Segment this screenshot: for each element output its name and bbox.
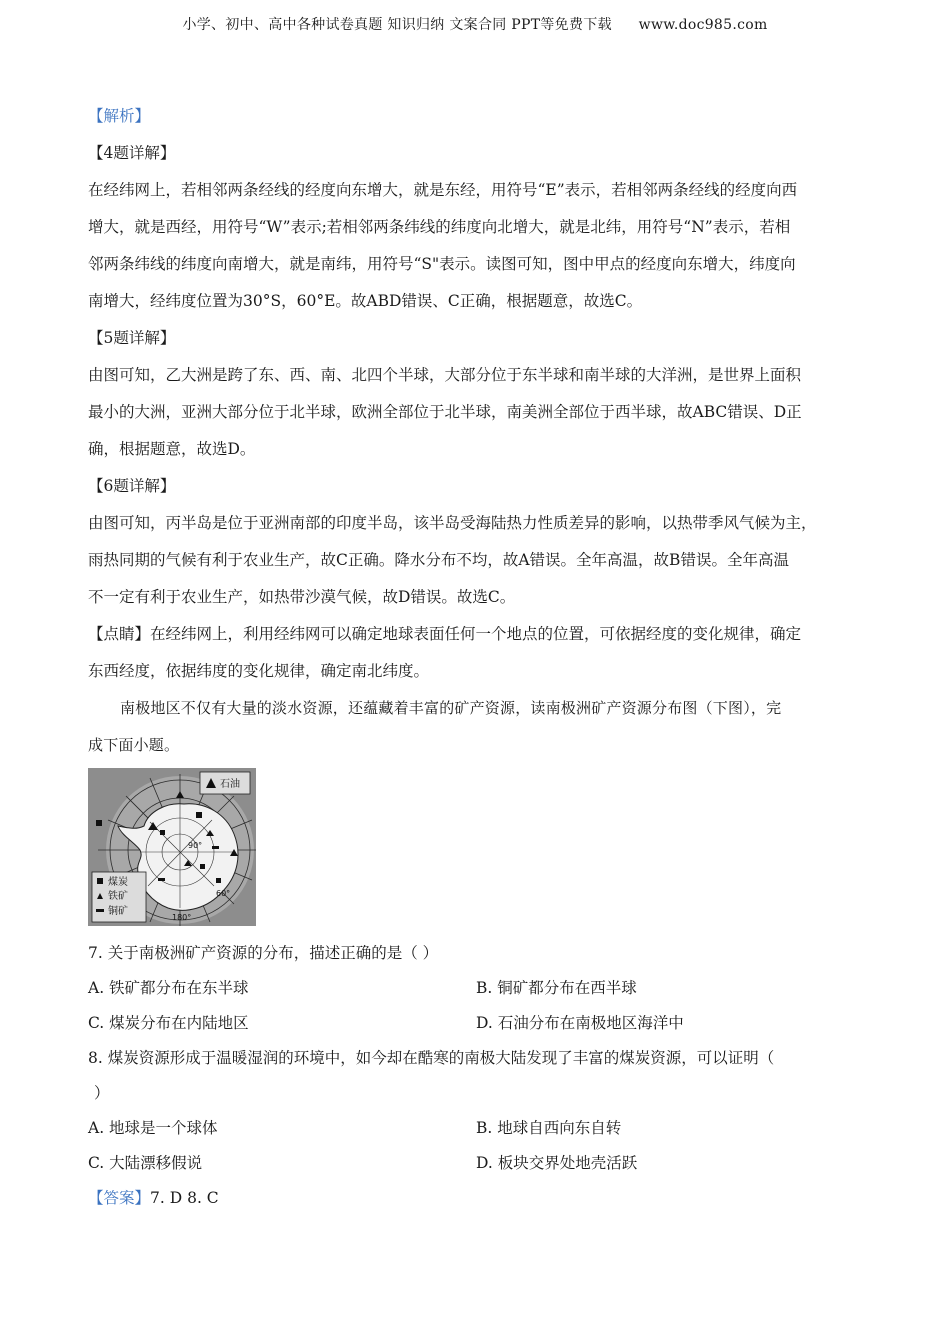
legend-oil-label: 石油 <box>220 779 240 790</box>
q7-option-a: A. 铁矿都分布在东半球 <box>88 979 249 997</box>
q6-title: 【6题详解】 <box>88 477 176 495</box>
document-body <box>88 98 866 1216</box>
q8-option-b: B. 地球自西向东自转 <box>476 1119 622 1137</box>
q4-text-line: 南增大，经纬度位置为30°S，60°E。故ABD错误、C正确，根据题意，故选C。 <box>88 292 643 310</box>
q8-options-row1 <box>88 1111 866 1146</box>
header-url[interactable]: www.doc985.com <box>638 17 768 33</box>
q7-option-d: D. 石油分布在南极地区海洋中 <box>476 1014 684 1032</box>
map-label-90: 90° <box>188 841 203 850</box>
dianjing-text-line2: 东西经度，依据纬度的变化规律，确定南北纬度。 <box>88 662 430 680</box>
q8-stem-line1: 8. 煤炭资源形成于温暖湿润的环境中，如今却在酷寒的南极大陆发现了丰富的煤炭资源，可以证明（ <box>88 1049 775 1067</box>
q8-option-a: A. 地球是一个球体 <box>88 1119 218 1137</box>
map-label-180: 180° <box>172 913 192 922</box>
q7-option-b: B. 铜矿都分布在西半球 <box>476 979 637 997</box>
q5-text-line: 由图可知，乙大洲是跨了东、西、南、北四个半球，大部分位于东半球和南半球的大洋洲，是世界上面积 <box>88 366 802 384</box>
q7-option-c: C. 煤炭分布在内陆地区 <box>88 1014 249 1032</box>
map-label-60: 60° <box>216 889 231 898</box>
dianjing-text: 在经纬网上，利用经纬网可以确定地球表面任何一个地点的位置，可依据经度的变化规律，确定 <box>150 625 802 643</box>
answer-line <box>88 1181 866 1216</box>
q6-text-line: 雨热同期的气候有利于农业生产，故C正确。降水分布不均，故A错误。全年高温，故B错误。全年高温 <box>88 551 789 569</box>
legend-coal-symbol <box>97 878 103 884</box>
q5-text-line: 确，根据题意，故选D。 <box>88 440 256 458</box>
q7-options-row2 <box>88 1006 866 1041</box>
q8-options-row2 <box>88 1146 866 1181</box>
q4-text-line: 邻两条纬线的纬度向南增大，就是南纬，用符号“S"表示。读图可知，图中甲点的经度向东增大，纬度向 <box>88 255 796 273</box>
legend-iron-label: 铁矿 <box>108 891 128 902</box>
map-svg <box>88 768 256 926</box>
answer-text: 7. D 8. C <box>150 1189 219 1207</box>
q4-text-line: 在经纬网上，若相邻两条经线的经度向东增大，就是东经，用符号“E”表示，若相邻两条经线的经度向西 <box>88 181 798 199</box>
q4-text-line: 增大，就是西经，用符号“W”表示;若相邻两条纬线的纬度向北增大，就是北纬，用符号“N”表示，若相 <box>88 218 791 236</box>
antarctica-mineral-map <box>88 768 256 926</box>
q6-text-line: 由图可知，丙半岛是位于亚洲南部的印度半岛，该半岛受海陆热力性质差异的影响，以热带季风气候为主， <box>88 514 817 532</box>
dianjing-label: 【点睛】 <box>88 625 151 643</box>
q8-option-c: C. 大陆漂移假说 <box>88 1154 203 1172</box>
legend-copper-symbol <box>96 909 104 912</box>
q6-text-line: 不一定有利于农业生产，如热带沙漠气候，故D错误。故选C。 <box>88 588 516 606</box>
dianjing-line <box>88 616 866 653</box>
q8-stem-line2: ） <box>94 1084 110 1102</box>
q4-title: 【4题详解】 <box>88 144 176 162</box>
answer-label: 【答案】 <box>88 1189 151 1207</box>
analysis-label: 【解析】 <box>88 107 151 125</box>
q5-title: 【5题详解】 <box>88 329 176 347</box>
q7-stem: 7. 关于南极洲矿产资源的分布，描述正确的是（ ） <box>88 944 439 962</box>
legend-coal-label: 煤炭 <box>108 877 128 888</box>
page-header <box>0 14 950 34</box>
legend-copper-label: 铜矿 <box>108 906 128 917</box>
intro-line: 南极地区不仅有大量的淡水资源，还蕴藏着丰富的矿产资源，读南极洲矿产资源分布图（下图），完 <box>120 699 782 717</box>
intro-line2: 成下面小题。 <box>88 736 180 754</box>
q5-text-line: 最小的大洲，亚洲大部分位于北半球，欧洲全部位于北半球，南美洲全部位于西半球，故ABC错误、D正 <box>88 403 802 421</box>
q8-option-d: D. 板块交界处地壳活跃 <box>476 1154 638 1172</box>
q7-options-row1 <box>88 971 866 1006</box>
header-site-text: 小学、初中、高中各种试卷真题 知识归纳 文案合同 PPT等免费下载 <box>182 17 612 33</box>
